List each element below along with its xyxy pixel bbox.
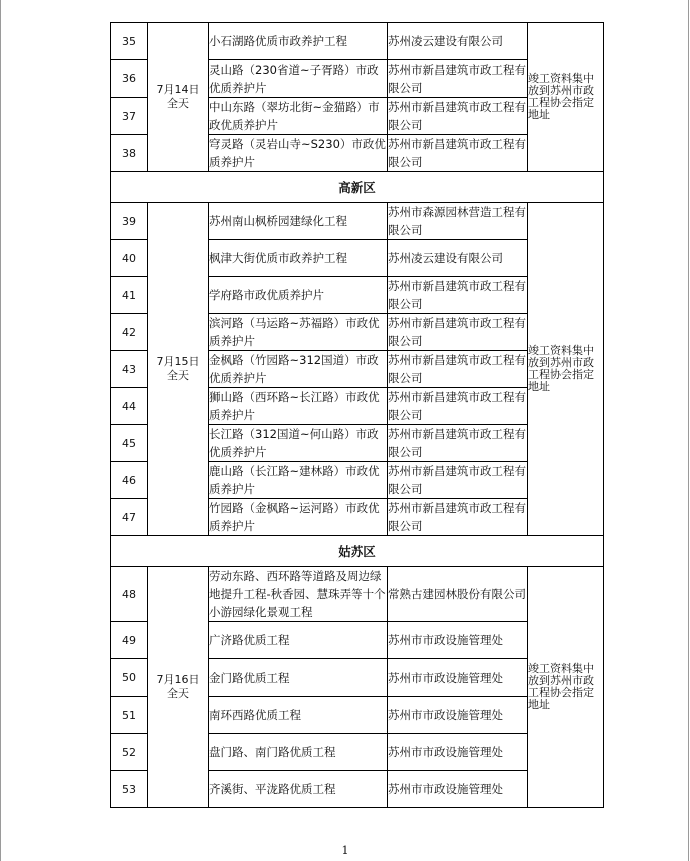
district-header-row [111,172,604,203]
project-name: 盘门路、南门路优质工程 [209,734,388,771]
row-number: 40 [111,240,148,277]
row-number: 36 [111,60,148,98]
construction-unit: 苏州市市政设施管理处 [388,622,528,659]
row-number: 46 [111,462,148,499]
row-number: 35 [111,23,148,60]
project-name: 枫津大街优质市政养护工程 [209,240,388,277]
table-row [111,567,604,622]
project-name: 苏州南山枫桥园建绿化工程 [209,203,388,240]
construction-unit: 苏州市新昌建筑市政工程有限公司 [388,499,528,536]
row-number: 37 [111,98,148,135]
district-name: 姑苏区 [111,536,604,567]
construction-unit: 苏州市新昌建筑市政工程有限公司 [388,277,528,314]
project-name: 长江路（312国道~何山路）市政优质养护片 [209,425,388,462]
district-header-row [111,536,604,567]
submission-location: 竣工资料集中放到苏州市政工程协会指定地址 [528,567,604,808]
construction-unit: 苏州市新昌建筑市政工程有限公司 [388,425,528,462]
row-number: 42 [111,314,148,351]
row-number: 51 [111,697,148,734]
inspection-date [148,23,209,172]
table-row [111,203,604,240]
project-name: 穹灵路（灵岩山寺~S230）市政优质养护片 [209,135,388,172]
inspection-date [148,203,209,536]
inspection-date [148,567,209,808]
construction-unit: 常熟古建园林股份有限公司 [388,567,528,622]
project-name: 学府路市政优质养护片 [209,277,388,314]
row-number: 49 [111,622,148,659]
date-time: 全天 [167,687,189,700]
row-number: 39 [111,203,148,240]
construction-unit: 苏州市新昌建筑市政工程有限公司 [388,314,528,351]
district-name: 高新区 [111,172,604,203]
construction-unit: 苏州市新昌建筑市政工程有限公司 [388,388,528,425]
row-number: 45 [111,425,148,462]
project-name: 鹿山路（长江路~建林路）市政优质养护片 [209,462,388,499]
project-name: 广济路优质工程 [209,622,388,659]
date-day: 7月15日 [156,355,200,368]
construction-unit: 苏州市市政设施管理处 [388,734,528,771]
construction-unit: 苏州市市政设施管理处 [388,659,528,697]
inspection-schedule-table [110,22,604,808]
construction-unit: 苏州市新昌建筑市政工程有限公司 [388,98,528,135]
construction-unit: 苏州凌云建设有限公司 [388,23,528,60]
row-number: 44 [111,388,148,425]
schedule-body [111,23,604,808]
construction-unit: 苏州凌云建设有限公司 [388,240,528,277]
table-row [111,23,604,60]
submission-location: 竣工资料集中放到苏州市政工程协会指定地址 [528,23,604,172]
construction-unit: 苏州市森源园林营造工程有限公司 [388,203,528,240]
row-number: 47 [111,499,148,536]
project-name: 金枫路（竹园路~312国道）市政优质养护片 [209,351,388,388]
project-name: 金门路优质工程 [209,659,388,697]
project-name: 南环西路优质工程 [209,697,388,734]
construction-unit: 苏州市新昌建筑市政工程有限公司 [388,351,528,388]
construction-unit: 苏州市市政设施管理处 [388,697,528,734]
project-name: 竹园路（金枫路~运河路）市政优质养护片 [209,499,388,536]
project-name: 狮山路（西环路~长江路）市政优质养护片 [209,388,388,425]
date-time: 全天 [167,97,189,110]
page-edge-left [0,0,1,861]
construction-unit: 苏州市新昌建筑市政工程有限公司 [388,462,528,499]
construction-unit: 苏州市市政设施管理处 [388,771,528,808]
page-number: 1 [341,844,349,857]
row-number: 41 [111,277,148,314]
page-edge-right [688,0,689,861]
row-number: 53 [111,771,148,808]
date-day: 7月16日 [156,673,200,686]
construction-unit: 苏州市新昌建筑市政工程有限公司 [388,135,528,172]
project-name: 灵山路（230省道~子胥路）市政优质养护片 [209,60,388,98]
submission-location: 竣工资料集中放到苏州市政工程协会指定地址 [528,203,604,536]
project-name: 劳动东路、西环路等道路及周边绿地提升工程-秋香园、慧珠弄等十个小游园绿化景观工程 [209,567,388,622]
project-name: 中山东路（翠坊北街~金猫路）市政优质养护片 [209,98,388,135]
project-name: 齐溪街、平泷路优质工程 [209,771,388,808]
row-number: 38 [111,135,148,172]
project-name: 小石湖路优质市政养护工程 [209,23,388,60]
project-name: 滨河路（马运路~苏福路）市政优质养护片 [209,314,388,351]
row-number: 52 [111,734,148,771]
row-number: 50 [111,659,148,697]
row-number: 48 [111,567,148,622]
date-day: 7月14日 [156,83,200,96]
row-number: 43 [111,351,148,388]
date-time: 全天 [167,369,189,382]
construction-unit: 苏州市新昌建筑市政工程有限公司 [388,60,528,98]
